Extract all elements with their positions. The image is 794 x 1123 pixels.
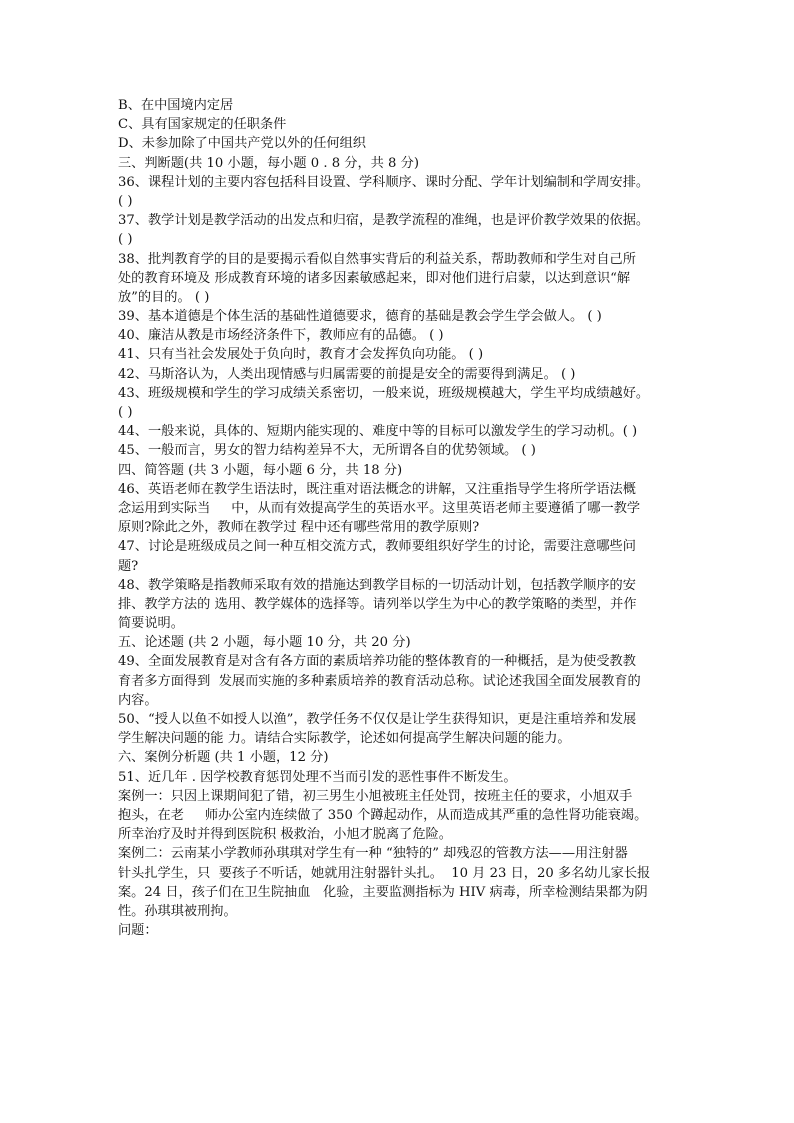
case-1-line-3: 所幸治疗及时并得到医院积 极救治，小旭才脱离了危险。	[118, 827, 452, 843]
document-page	[118, 96, 678, 940]
question-40: 40、廉洁从教是市场经济条件下，教师应有的品德。 ( )	[118, 328, 444, 344]
question-50-line-1: 50、“授人以鱼不如授人以渔”，教学任务不仅仅是让学生获得知识，更是注重培养和发展	[118, 712, 637, 727]
question-48-line-2: 排、教学方法的 选用、教学媒体的选择等。请列举以学生为中心的教学策略的类型，并作	[118, 596, 637, 612]
question-44: 44、一般来说，具体的、短期内能实现的、难度中等的目标可以激发学生的学习动机。( )	[118, 424, 638, 440]
option-b: B、在中国境内定居	[118, 98, 234, 113]
case-2-line-3: 案。24 日，孩子们在卫生院抽血 化验，主要监测指标为 HIV 病毒，所幸检测结果都为阴	[118, 884, 648, 900]
question-49-line-3: 内容。	[118, 692, 158, 708]
question-46-line-3: 原则?除此之外，教师在教学过 程中还有哪些常用的教学原则?	[118, 520, 480, 536]
question-43-answer: ( )	[118, 405, 133, 420]
questions-label: 问题：	[118, 923, 158, 939]
question-42: 42、马斯洛认为，人类出现情感与归属需要的前提是安全的需要得到满足。 ( )	[118, 366, 576, 382]
section-3-title: 三、判断题(共 10 小题，每小题 0 . 8 分，共 8 分)	[118, 155, 419, 171]
option-c: C、具有国家规定的任职条件	[118, 117, 287, 133]
question-37-answer: ( )	[118, 232, 133, 248]
question-48-line-1: 48、教学策略是指教师采取有效的措施达到教学目标的一切活动计划，包括教学顺序的安	[118, 577, 636, 593]
question-38-line-1: 38、批判教育学的目的是要揭示看似自然事实背后的利益关系，帮助教师和学生对自己所	[118, 251, 636, 267]
question-41: 41、只有当社会发展处于负向时，教育才会发挥负向功能。 ( )	[118, 347, 484, 363]
case-1-line-1: 案例一：只因上课期间犯了错，初三男生小旭被班主任处罚，按班主任的要求，小旭双手	[118, 788, 633, 804]
question-38-line-2: 处的教育环境及 形成教育环境的诸多因素敏感起来，即对他们进行启蒙，以达到意识“解	[118, 270, 631, 286]
case-2-line-4: 性。孙琪琪被刑拘。	[118, 903, 237, 919]
question-38-line-3: 放”的目的。 ( )	[118, 289, 210, 305]
question-48-line-3: 简要说明。	[118, 616, 184, 632]
question-45: 45、一般而言，男女的智力结构差异不大，无所谓各自的优势领域。 ( )	[118, 443, 536, 459]
question-47-line-1: 47、讨论是班级成员之间一种互相交流方式，教师要组织好学生的讨论，需要注意哪些问	[118, 539, 636, 555]
question-49-line-1: 49、全面发展教育是对含有各方面的素质培养功能的整体教育的一种概括，是为使受教教	[118, 654, 636, 670]
question-36: 36、课程计划的主要内容包括科目设置、学科顺序、课时分配、学年计划编制和学周安排。	[118, 174, 650, 190]
option-d: D、未参加除了中国共产党以外的任何组织	[118, 136, 366, 152]
question-47-line-2: 题?	[118, 558, 139, 574]
question-50-line-2: 学生解决问题的能 力。请结合实际教学，论述如何提高学生解决问题的能力。	[118, 731, 571, 747]
section-5-title: 五、论述题 (共 2 小题，每小题 10 分，共 20 分)	[118, 635, 411, 651]
case-2-line-2: 针头扎学生，只 要孩子不听话，她就用注射器针头扎。 10 月 23 日，20 多名幼儿家长报	[118, 865, 651, 881]
case-2-line-1: 案例二：云南某小学教师孙琪琪对学生有一种 “独特的” 却残忍的管教方法——用注射器	[118, 846, 628, 862]
question-46-line-2: 念运用到实际当 中，从而有效提高学生的英语水平。这里英语老师主要遵循了哪一教学	[118, 500, 641, 516]
section-4-title: 四、简答题 (共 3 小题，每小题 6 分，共 18 分)	[118, 462, 403, 478]
question-43: 43、班级规模和学生的学习成绩关系密切，一般来说，班级规模越大，学生平均成绩越好。	[118, 385, 650, 401]
question-39: 39、基本道德是个体生活的基础性道德要求，德育的基础是教会学生学会做人。 ( )	[118, 309, 602, 325]
question-36-answer: ( )	[118, 193, 133, 209]
section-6-title: 六、案例分析题 (共 1 小题，12 分)	[118, 750, 329, 766]
question-49-line-2: 育者多方面得到 发展而实施的多种素质培养的教育活动总称。试论述我国全面发展教育的	[118, 673, 641, 689]
question-37: 37、教学计划是教学活动的出发点和归宿，是教学流程的准绳，也是评价教学效果的依据。	[118, 213, 650, 229]
case-1-line-2: 抱头，在老 师办公室内连续做了 350 个蹲起动作，从而造成其严重的急性肾功能衰竭。	[118, 807, 648, 823]
question-51: 51、近几年 . 因学校教育惩罚处理不当而引发的恶性事件不断发生。	[118, 769, 517, 785]
question-46-line-1: 46、英语老师在教学生语法时，既注重对语法概念的讲解，又注重指导学生将所学语法概	[118, 481, 636, 497]
